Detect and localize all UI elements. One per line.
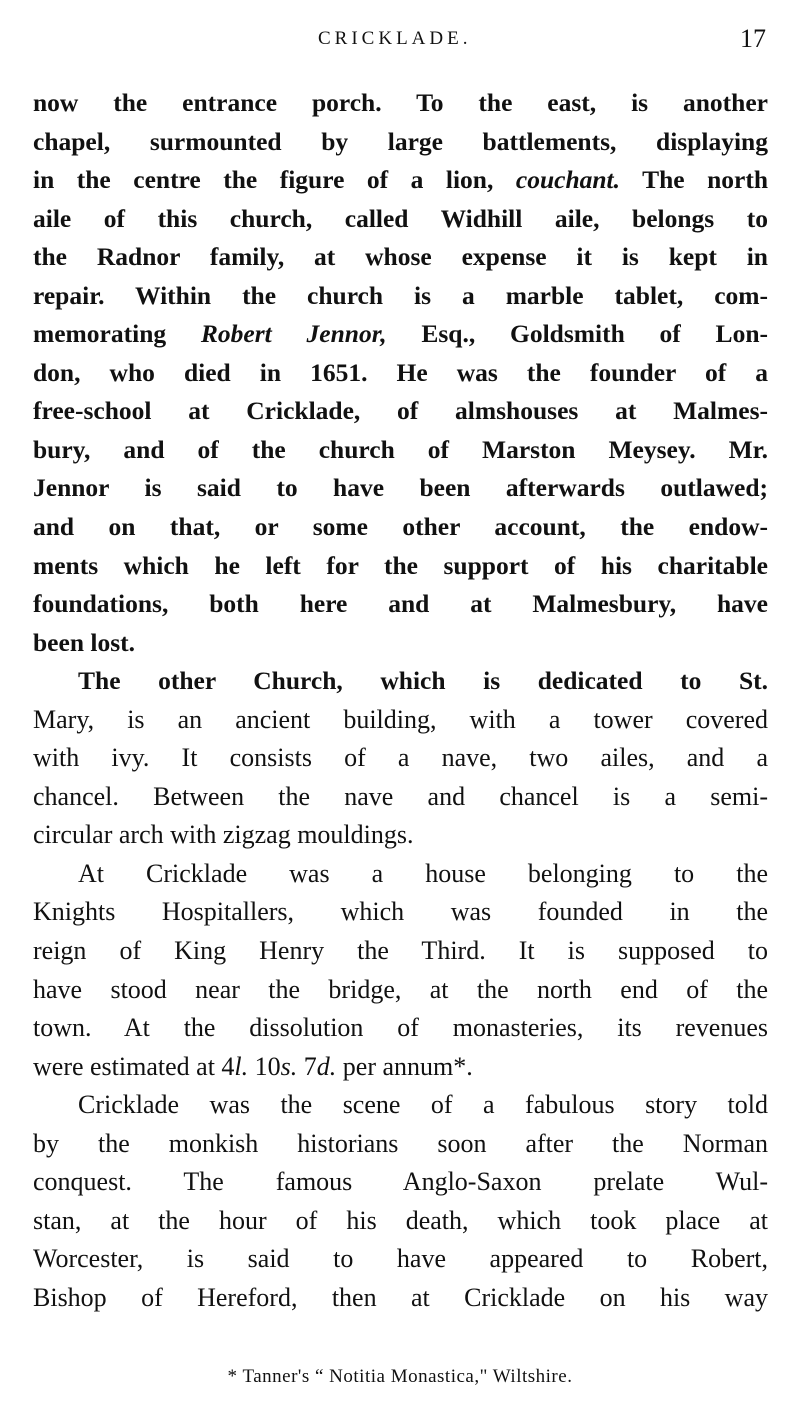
text-segment: Mary, is an ancient building, with a tower covered	[33, 704, 768, 734]
text-segment: town. At the dissolution of monasteries, its revenues	[33, 1013, 768, 1043]
body-text	[33, 84, 768, 1318]
text-line	[33, 585, 768, 624]
italic-text: d.	[316, 1051, 337, 1081]
text-segment: Esq., Goldsmith of Lon-	[386, 319, 768, 349]
text-segment: free-school at Cricklade, of almshouses at Malmes-	[33, 396, 768, 426]
text-segment: repair. Within the church is a marble tablet, com-	[33, 280, 768, 310]
text-segment: Worcester, is said to have appeared to Robert,	[33, 1244, 768, 1274]
text-segment: The other Church, which is dedicated to St.	[78, 666, 768, 696]
text-line	[33, 1048, 768, 1087]
text-segment: by the monkish historians soon after the Norman	[33, 1128, 768, 1158]
running-head	[0, 24, 800, 54]
text-line	[33, 816, 768, 855]
text-line	[33, 1086, 768, 1125]
text-segment: in the centre the figure of a lion,	[33, 165, 516, 195]
text-segment: were estimated at 4	[33, 1051, 235, 1081]
text-segment: ments which he left for the support of his charitable	[33, 550, 768, 580]
text-segment: don, who died in 1651. He was the founder of a	[33, 357, 768, 387]
text-line	[33, 431, 768, 470]
text-line	[33, 778, 768, 817]
text-segment: been lost.	[33, 627, 135, 657]
text-line	[33, 1163, 768, 1202]
text-segment: chancel. Between the nave and chancel is a semi-	[33, 781, 768, 811]
text-segment: Bishop of Hereford, then at Cricklade on his way	[33, 1282, 768, 1312]
text-segment: now the entrance porch. To the east, is another	[33, 88, 768, 117]
text-line	[33, 662, 768, 701]
italic-text: s.	[280, 1051, 298, 1081]
text-line	[33, 161, 768, 200]
text-line	[33, 508, 768, 547]
text-segment: the Radnor family, at whose expense it is kept in	[33, 242, 768, 272]
text-segment: bury, and of the church of Marston Meysey. Mr.	[33, 434, 768, 464]
text-line	[33, 354, 768, 393]
text-line	[33, 200, 768, 239]
text-line	[33, 238, 768, 277]
text-segment: chapel, surmounted by large battlements, displaying	[33, 126, 768, 156]
text-line	[33, 123, 768, 162]
text-segment: and on that, or some other account, the endow-	[33, 512, 768, 542]
text-line	[33, 277, 768, 316]
text-segment: 7	[297, 1051, 317, 1081]
text-segment: foundations, both here and at Malmesbury, have	[33, 589, 768, 619]
text-segment: circular arch with zigzag mouldings.	[33, 820, 414, 850]
text-line	[33, 855, 768, 894]
text-line	[33, 1202, 768, 1241]
text-segment: memorating	[33, 319, 201, 349]
text-line	[33, 1009, 768, 1048]
italic-text: couchant.	[515, 165, 621, 195]
text-line	[33, 701, 768, 740]
text-segment: The north	[620, 165, 768, 195]
text-line	[33, 392, 768, 431]
text-segment: per annum*.	[336, 1051, 473, 1081]
italic-text: Robert Jennor,	[200, 319, 387, 349]
text-line	[33, 739, 768, 778]
text-line	[33, 1240, 768, 1279]
text-segment: At Cricklade was a house belonging to the	[78, 858, 768, 888]
italic-text: l.	[234, 1051, 249, 1081]
text-segment: stan, at the hour of his death, which took place at	[33, 1205, 768, 1235]
text-segment: have stood near the bridge, at the north end of the	[33, 974, 768, 1004]
text-line	[33, 547, 768, 586]
text-segment: Jennor is said to have been afterwards outlawed;	[33, 473, 768, 503]
text-line	[33, 932, 768, 971]
text-line	[33, 84, 768, 123]
text-segment: Knights Hospitallers, which was founded in the	[33, 897, 768, 927]
text-segment: Cricklade was the scene of a fabulous story told	[78, 1090, 768, 1120]
text-line	[33, 1279, 768, 1318]
text-line	[33, 971, 768, 1010]
text-segment: reign of King Henry the Third. It is supposed to	[33, 936, 768, 966]
text-line	[33, 1125, 768, 1164]
text-line	[33, 469, 768, 508]
page-number: 17	[740, 24, 766, 53]
footnote: * Tanner's “ Notitia Monastica," Wiltshire.	[227, 1366, 573, 1387]
running-title: CRICKLADE.	[318, 28, 472, 49]
text-segment: aile of this church, called Widhill aile, belongs to	[33, 203, 768, 233]
text-line	[33, 315, 768, 354]
text-segment: with ivy. It consists of a nave, two ailes, and a	[33, 743, 768, 773]
text-line	[33, 893, 768, 932]
text-segment: conquest. The famous Anglo-Saxon prelate Wul-	[33, 1167, 768, 1197]
text-line	[33, 624, 768, 663]
text-segment: 10	[248, 1051, 281, 1081]
